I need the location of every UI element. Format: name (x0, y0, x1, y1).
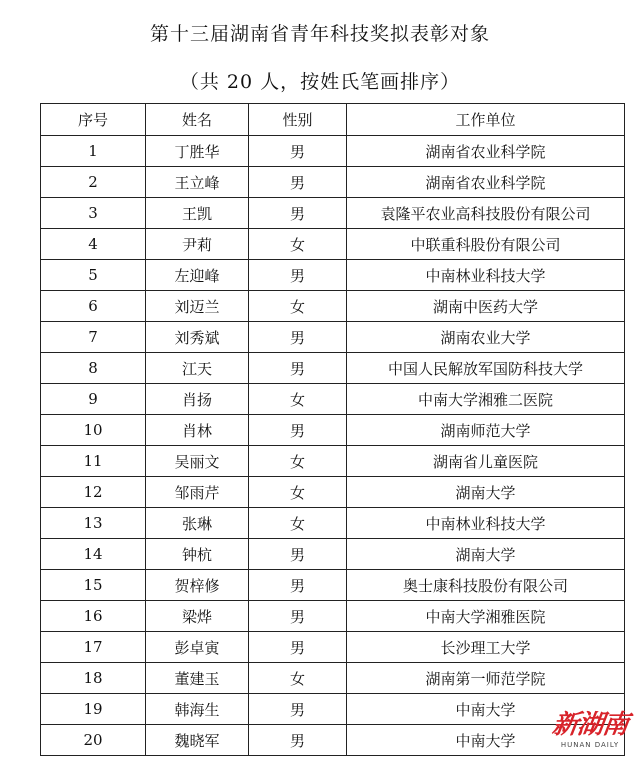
cell-number: 20 (41, 725, 146, 756)
cell-workplace: 湖南大学 (347, 539, 625, 570)
cell-gender: 女 (249, 446, 347, 477)
watermark-logo: 新湖南 (550, 710, 630, 740)
table-row (41, 260, 625, 291)
table-row (41, 353, 625, 384)
table-row (41, 477, 625, 508)
cell-name: 彭卓寅 (146, 632, 249, 663)
cell-workplace: 湖南第一师范学院 (347, 663, 625, 694)
table-row (41, 725, 625, 756)
table-row (41, 632, 625, 663)
table-row (41, 508, 625, 539)
cell-workplace: 湖南中医药大学 (347, 291, 625, 322)
cell-gender: 男 (249, 415, 347, 446)
table-row (41, 198, 625, 229)
cell-workplace: 中南大学 (347, 725, 625, 756)
table-row (41, 136, 625, 167)
cell-gender: 男 (249, 353, 347, 384)
cell-name: 魏晓军 (146, 725, 249, 756)
table-row (41, 322, 625, 353)
cell-workplace: 中联重科股份有限公司 (347, 229, 625, 260)
table-row (41, 663, 625, 694)
cell-workplace: 湖南省儿童医院 (347, 446, 625, 477)
page-subtitle: （共 20 人，按姓氏笔画排序） (179, 71, 461, 93)
cell-gender: 男 (249, 167, 347, 198)
cell-gender: 男 (249, 322, 347, 353)
cell-gender: 女 (249, 291, 347, 322)
table-row (41, 570, 625, 601)
hunan-daily-watermark (548, 710, 632, 756)
table-row (41, 601, 625, 632)
cell-workplace: 中国人民解放军国防科技大学 (347, 353, 625, 384)
cell-name: 丁胜华 (146, 136, 249, 167)
cell-number: 14 (41, 539, 146, 570)
cell-workplace: 湖南大学 (347, 477, 625, 508)
cell-number: 15 (41, 570, 146, 601)
cell-workplace: 中南大学 (347, 694, 625, 725)
cell-gender: 女 (249, 477, 347, 508)
cell-workplace: 中南林业科技大学 (347, 260, 625, 291)
cell-number: 9 (41, 384, 146, 415)
cell-gender: 男 (249, 694, 347, 725)
cell-gender: 女 (249, 229, 347, 260)
cell-gender: 女 (249, 663, 347, 694)
cell-name: 尹莉 (146, 229, 249, 260)
cell-workplace: 中南林业科技大学 (347, 508, 625, 539)
cell-number: 4 (41, 229, 146, 260)
cell-workplace: 奥士康科技股份有限公司 (347, 570, 625, 601)
cell-workplace: 湖南省农业科学院 (347, 136, 625, 167)
cell-number: 11 (41, 446, 146, 477)
table-row (41, 539, 625, 570)
cell-gender: 女 (249, 508, 347, 539)
cell-gender: 男 (249, 136, 347, 167)
cell-number: 1 (41, 136, 146, 167)
cell-number: 2 (41, 167, 146, 198)
cell-number: 6 (41, 291, 146, 322)
cell-gender: 女 (249, 384, 347, 415)
cell-number: 3 (41, 198, 146, 229)
cell-number: 16 (41, 601, 146, 632)
cell-number: 10 (41, 415, 146, 446)
cell-name: 韩海生 (146, 694, 249, 725)
cell-workplace: 湖南师范大学 (347, 415, 625, 446)
table-row (41, 291, 625, 322)
column-header-gender: 性别 (249, 104, 347, 136)
table-row (41, 446, 625, 477)
cell-number: 19 (41, 694, 146, 725)
column-header-number: 序号 (41, 104, 146, 136)
cell-name: 肖林 (146, 415, 249, 446)
cell-name: 董建玉 (146, 663, 249, 694)
cell-gender: 男 (249, 632, 347, 663)
table-body (41, 136, 625, 756)
table-row (41, 384, 625, 415)
cell-name: 王立峰 (146, 167, 249, 198)
cell-workplace: 湖南农业大学 (347, 322, 625, 353)
cell-name: 梁烨 (146, 601, 249, 632)
cell-name: 刘迈兰 (146, 291, 249, 322)
cell-workplace: 中南大学湘雅二医院 (347, 384, 625, 415)
cell-workplace: 袁隆平农业高科技股份有限公司 (347, 198, 625, 229)
cell-gender: 男 (249, 539, 347, 570)
watermark-subtext: HUNAN DAILY (560, 741, 620, 749)
cell-name: 贺梓修 (146, 570, 249, 601)
cell-gender: 男 (249, 601, 347, 632)
cell-name: 吴丽文 (146, 446, 249, 477)
cell-gender: 男 (249, 260, 347, 291)
cell-number: 18 (41, 663, 146, 694)
cell-name: 肖扬 (146, 384, 249, 415)
cell-workplace: 湖南省农业科学院 (347, 167, 625, 198)
cell-name: 邹雨芹 (146, 477, 249, 508)
cell-number: 7 (41, 322, 146, 353)
cell-gender: 男 (249, 725, 347, 756)
cell-name: 张琳 (146, 508, 249, 539)
table-row (41, 229, 625, 260)
cell-name: 左迎峰 (146, 260, 249, 291)
cell-gender: 男 (249, 198, 347, 229)
cell-number: 13 (41, 508, 146, 539)
page-title: 第十三届湖南省青年科技奖拟表彰对象 (149, 23, 490, 45)
cell-number: 12 (41, 477, 146, 508)
cell-name: 刘秀斌 (146, 322, 249, 353)
cell-name: 钟杭 (146, 539, 249, 570)
cell-gender: 男 (249, 570, 347, 601)
table-row (41, 694, 625, 725)
cell-number: 8 (41, 353, 146, 384)
table-header-row (41, 104, 625, 136)
table-row (41, 167, 625, 198)
cell-workplace: 中南大学湘雅医院 (347, 601, 625, 632)
column-header-name: 姓名 (146, 104, 249, 136)
table-row (41, 415, 625, 446)
cell-number: 5 (41, 260, 146, 291)
column-header-workplace: 工作单位 (347, 104, 625, 136)
cell-workplace: 长沙理工大学 (347, 632, 625, 663)
awardee-table (40, 103, 625, 756)
cell-number: 17 (41, 632, 146, 663)
cell-name: 王凯 (146, 198, 249, 229)
cell-name: 江天 (146, 353, 249, 384)
